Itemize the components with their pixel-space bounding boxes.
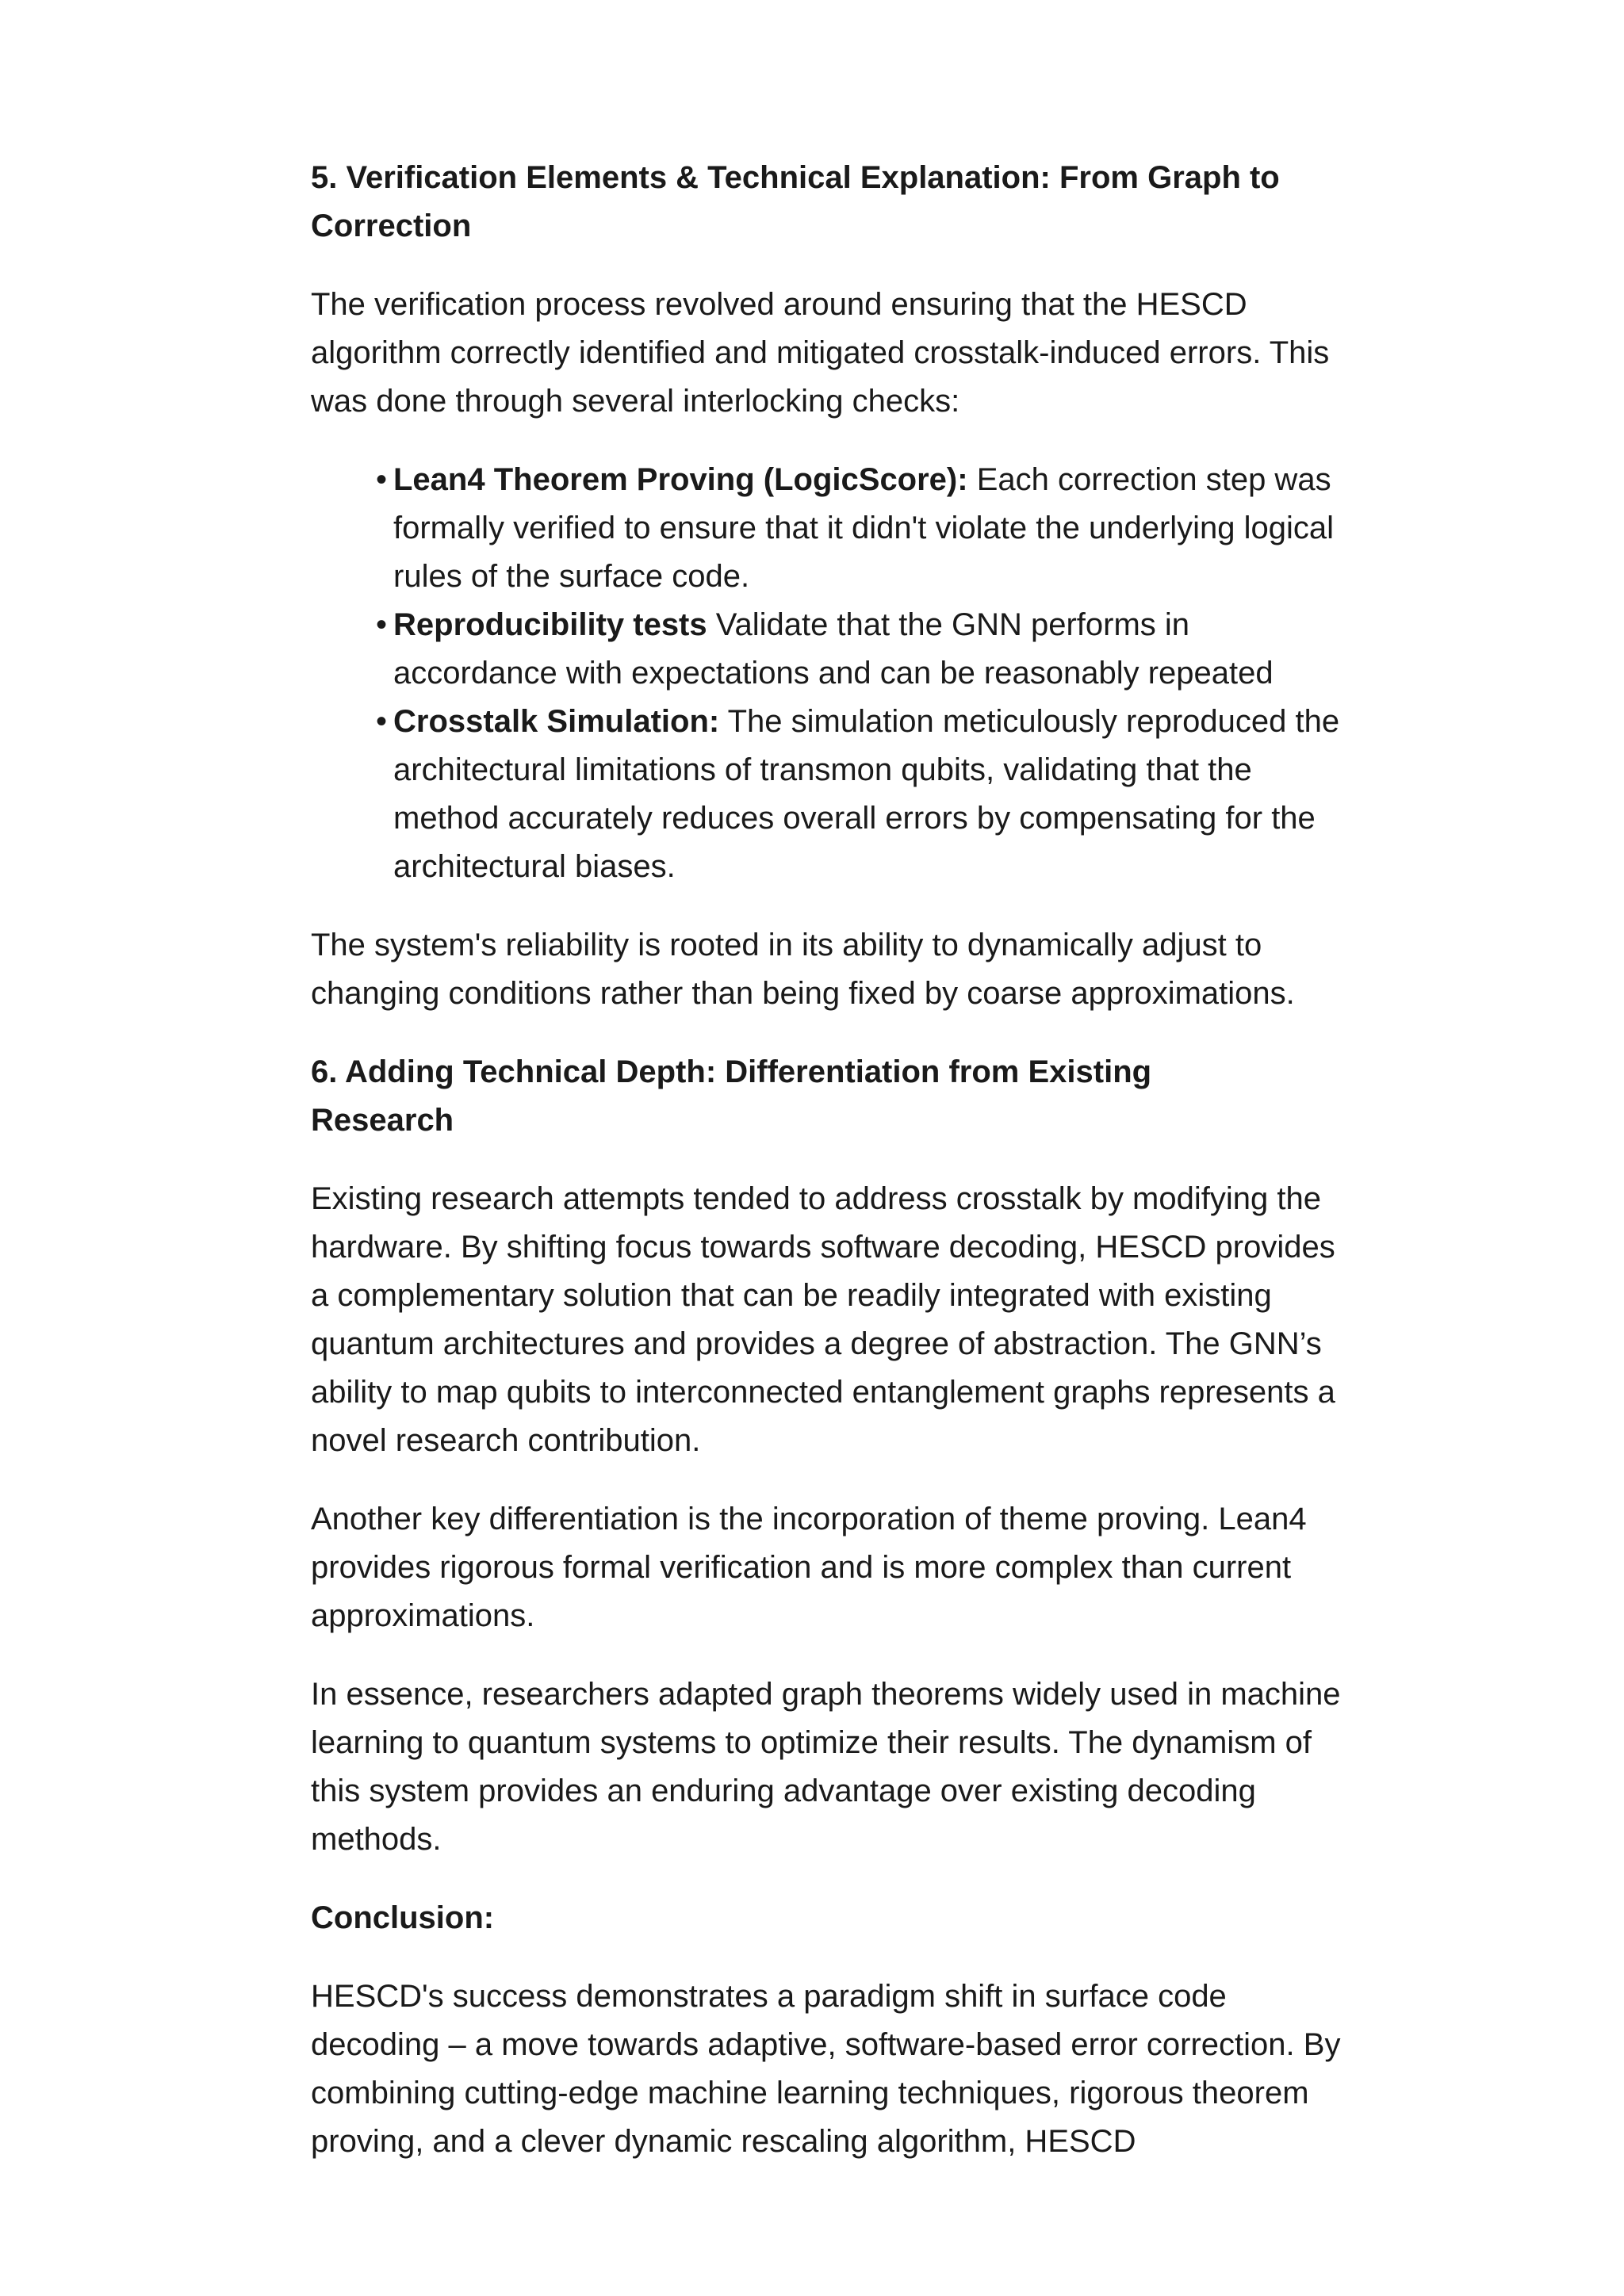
conclusion-heading: Conclusion: — [311, 1900, 495, 1935]
list-item-lean4 — [376, 456, 1353, 601]
verification-list — [311, 456, 1342, 891]
section-5-intro: The verification process revolved around ensuring that the HESCD algorithm correctly identified and mitigated crosstalk-induced errors. This was done through several interlocking checks: — [311, 287, 1330, 419]
list-item-crosstalk — [376, 698, 1353, 891]
list-item-text: The simulation meticulously reproduced the architectural limitations of transmon qubits, validating that the method accurately reduces overall errors by compensating for the architectural biases. — [393, 704, 1340, 884]
section-5-closing: The system's reliability is rooted in its ability to dynamically adjust to changing conditions rather than being fixed by coarse approximations. — [311, 928, 1295, 1011]
list-item-term: Reproducibility tests — [393, 607, 707, 642]
list-item-reproducibility — [376, 601, 1353, 698]
list-item-term: Crosstalk Simulation: — [393, 704, 720, 739]
list-item-term: Lean4 Theorem Proving (LogicScore): — [393, 462, 968, 497]
list-item-text: Validate that the GNN performs in accordance with expectations and can be reasonably repeated — [393, 607, 1274, 691]
section-6-paragraph-2: Another key differentiation is the incorporation of theme proving. Lean4 provides rigorous formal verification and is more complex than current approximations. — [311, 1502, 1307, 1633]
bullet-marker: • — [376, 704, 388, 739]
bullet-marker: • — [376, 462, 388, 497]
document-page — [311, 154, 1342, 2196]
section-6-paragraph-3: In essence, researchers adapted graph theorems widely used in machine learning to quantum systems to optimize their results. The dynamism of this system provides an enduring advantage over existing decoding methods. — [311, 1677, 1341, 1857]
bullet-marker: • — [376, 607, 388, 642]
conclusion-paragraph: HESCD's success demonstrates a paradigm shift in surface code decoding – a move towards adaptive, software-based error correction. By combining cutting-edge machine learning techniques, rigorous theorem proving, and a clever dynamic rescaling algorithm, HESCD — [311, 1979, 1341, 2159]
section-5-heading: 5. Verification Elements & Technical Explanation: From Graph to Correction — [311, 160, 1280, 243]
list-item-text: Each correction step was formally verified to ensure that it didn't violate the underlying logical rules of the surface code. — [393, 462, 1335, 594]
section-6-paragraph-1: Existing research attempts tended to address crosstalk by modifying the hardware. By shifting focus towards software decoding, HESCD provides a complementary solution that can be readily integrated with existing quantum architectures and provides a degree of abstraction. The GNN’s ability to map qubits to interconnected entanglement graphs represents a novel research contribution. — [311, 1181, 1335, 1458]
section-6-heading: 6. Adding Technical Depth: Differentiation from Existing Research — [311, 1054, 1152, 1138]
